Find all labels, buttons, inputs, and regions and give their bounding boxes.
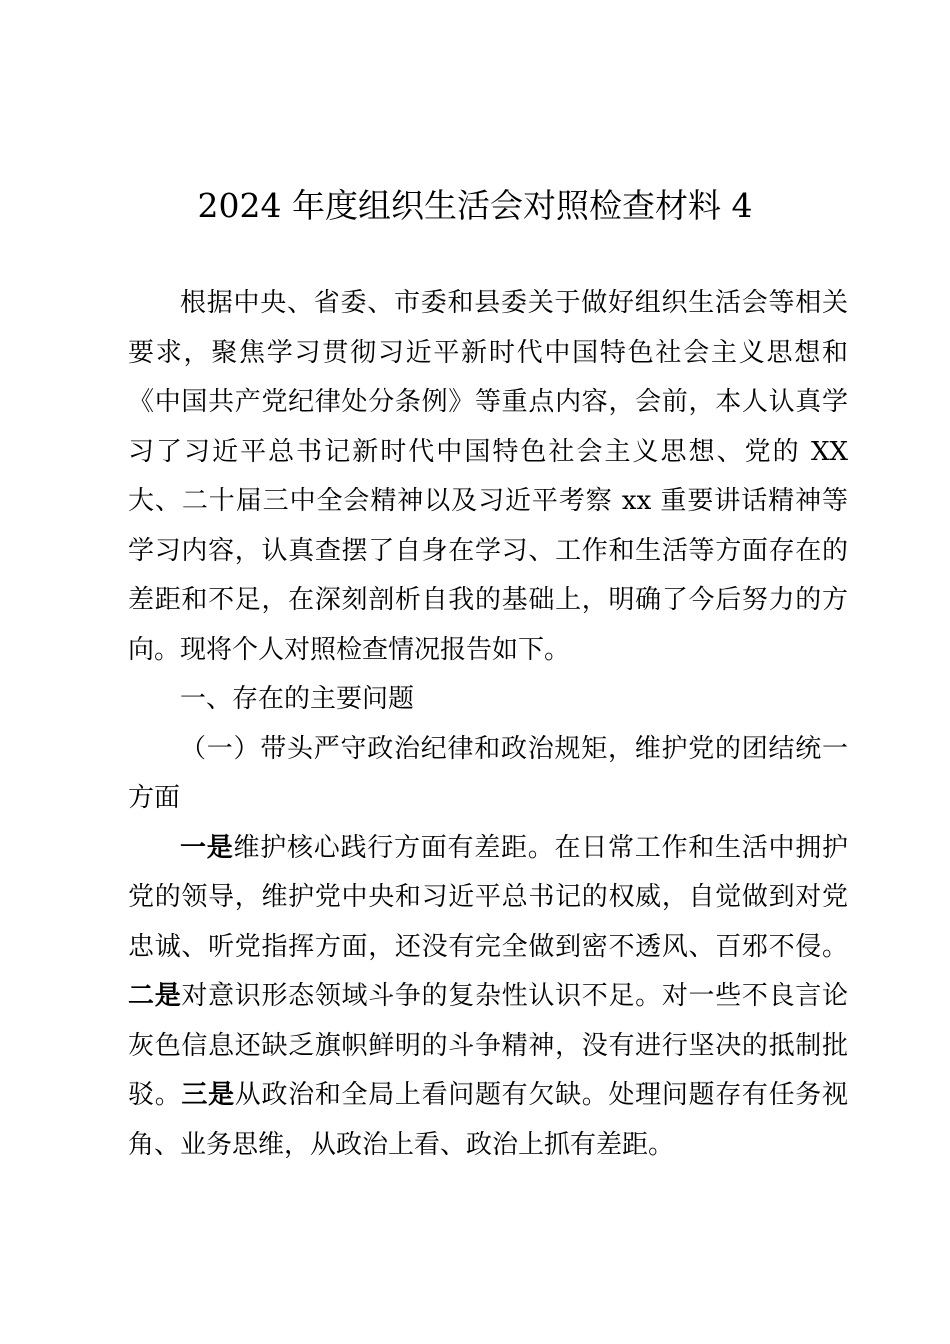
subsection-heading: （一）带头严守政治纪律和政治规矩，维护党的团结统一方面	[128, 733, 848, 813]
point-label-1: 一是	[180, 832, 234, 863]
point-label-2: 二是	[128, 981, 182, 1011]
point-text-2: 对意识形态领域斗争的复杂性认识不足。对一些不良言论灰色信息还缺乏旗帜鲜明的斗争精神，没有进行坚决的抵制批驳。	[128, 981, 848, 1110]
section-heading: 一、存在的主要问题	[180, 684, 415, 714]
document-body	[128, 279, 848, 1170]
document-title: 2024 年度组织生活会对照检查材料 4	[197, 186, 753, 225]
intro-paragraph: 根据中央、省委、市委和县委关于做好组织生活会等相关要求，聚焦学习贯彻习近平新时代中国特色社会主义思想和《中国共产党纪律处分条例》等重点内容，会前，本人认真学习了习近平总书记新时代中国特色社会主义思想、党的 XX 大、二十届三中全会精神以及习近平考察 xx 重要讲话精神等学习内容，认真查摆了自身在学习、工作和生活等方面存在的差距和不足，在深刻剖析自我的基础上，明确了今后努力的方向。现将个人对照检查情况报告如下。	[128, 288, 848, 665]
point-label-3: 三是	[181, 1080, 235, 1110]
points-paragraph	[128, 824, 848, 1171]
point-text-3: 从政治和全局上看问题有欠缺。处理问题存有任务视角、业务思维，从政治上看、政治上抓有差距。	[128, 1080, 848, 1160]
point-text-1: 维护核心践行方面有差距。在日常工作和生活中拥护党的领导，维护党中央和习近平总书记的权威，自觉做到对党忠诚、听党指挥方面，还没有完全做到密不透风、百邪不侵。	[128, 832, 848, 962]
